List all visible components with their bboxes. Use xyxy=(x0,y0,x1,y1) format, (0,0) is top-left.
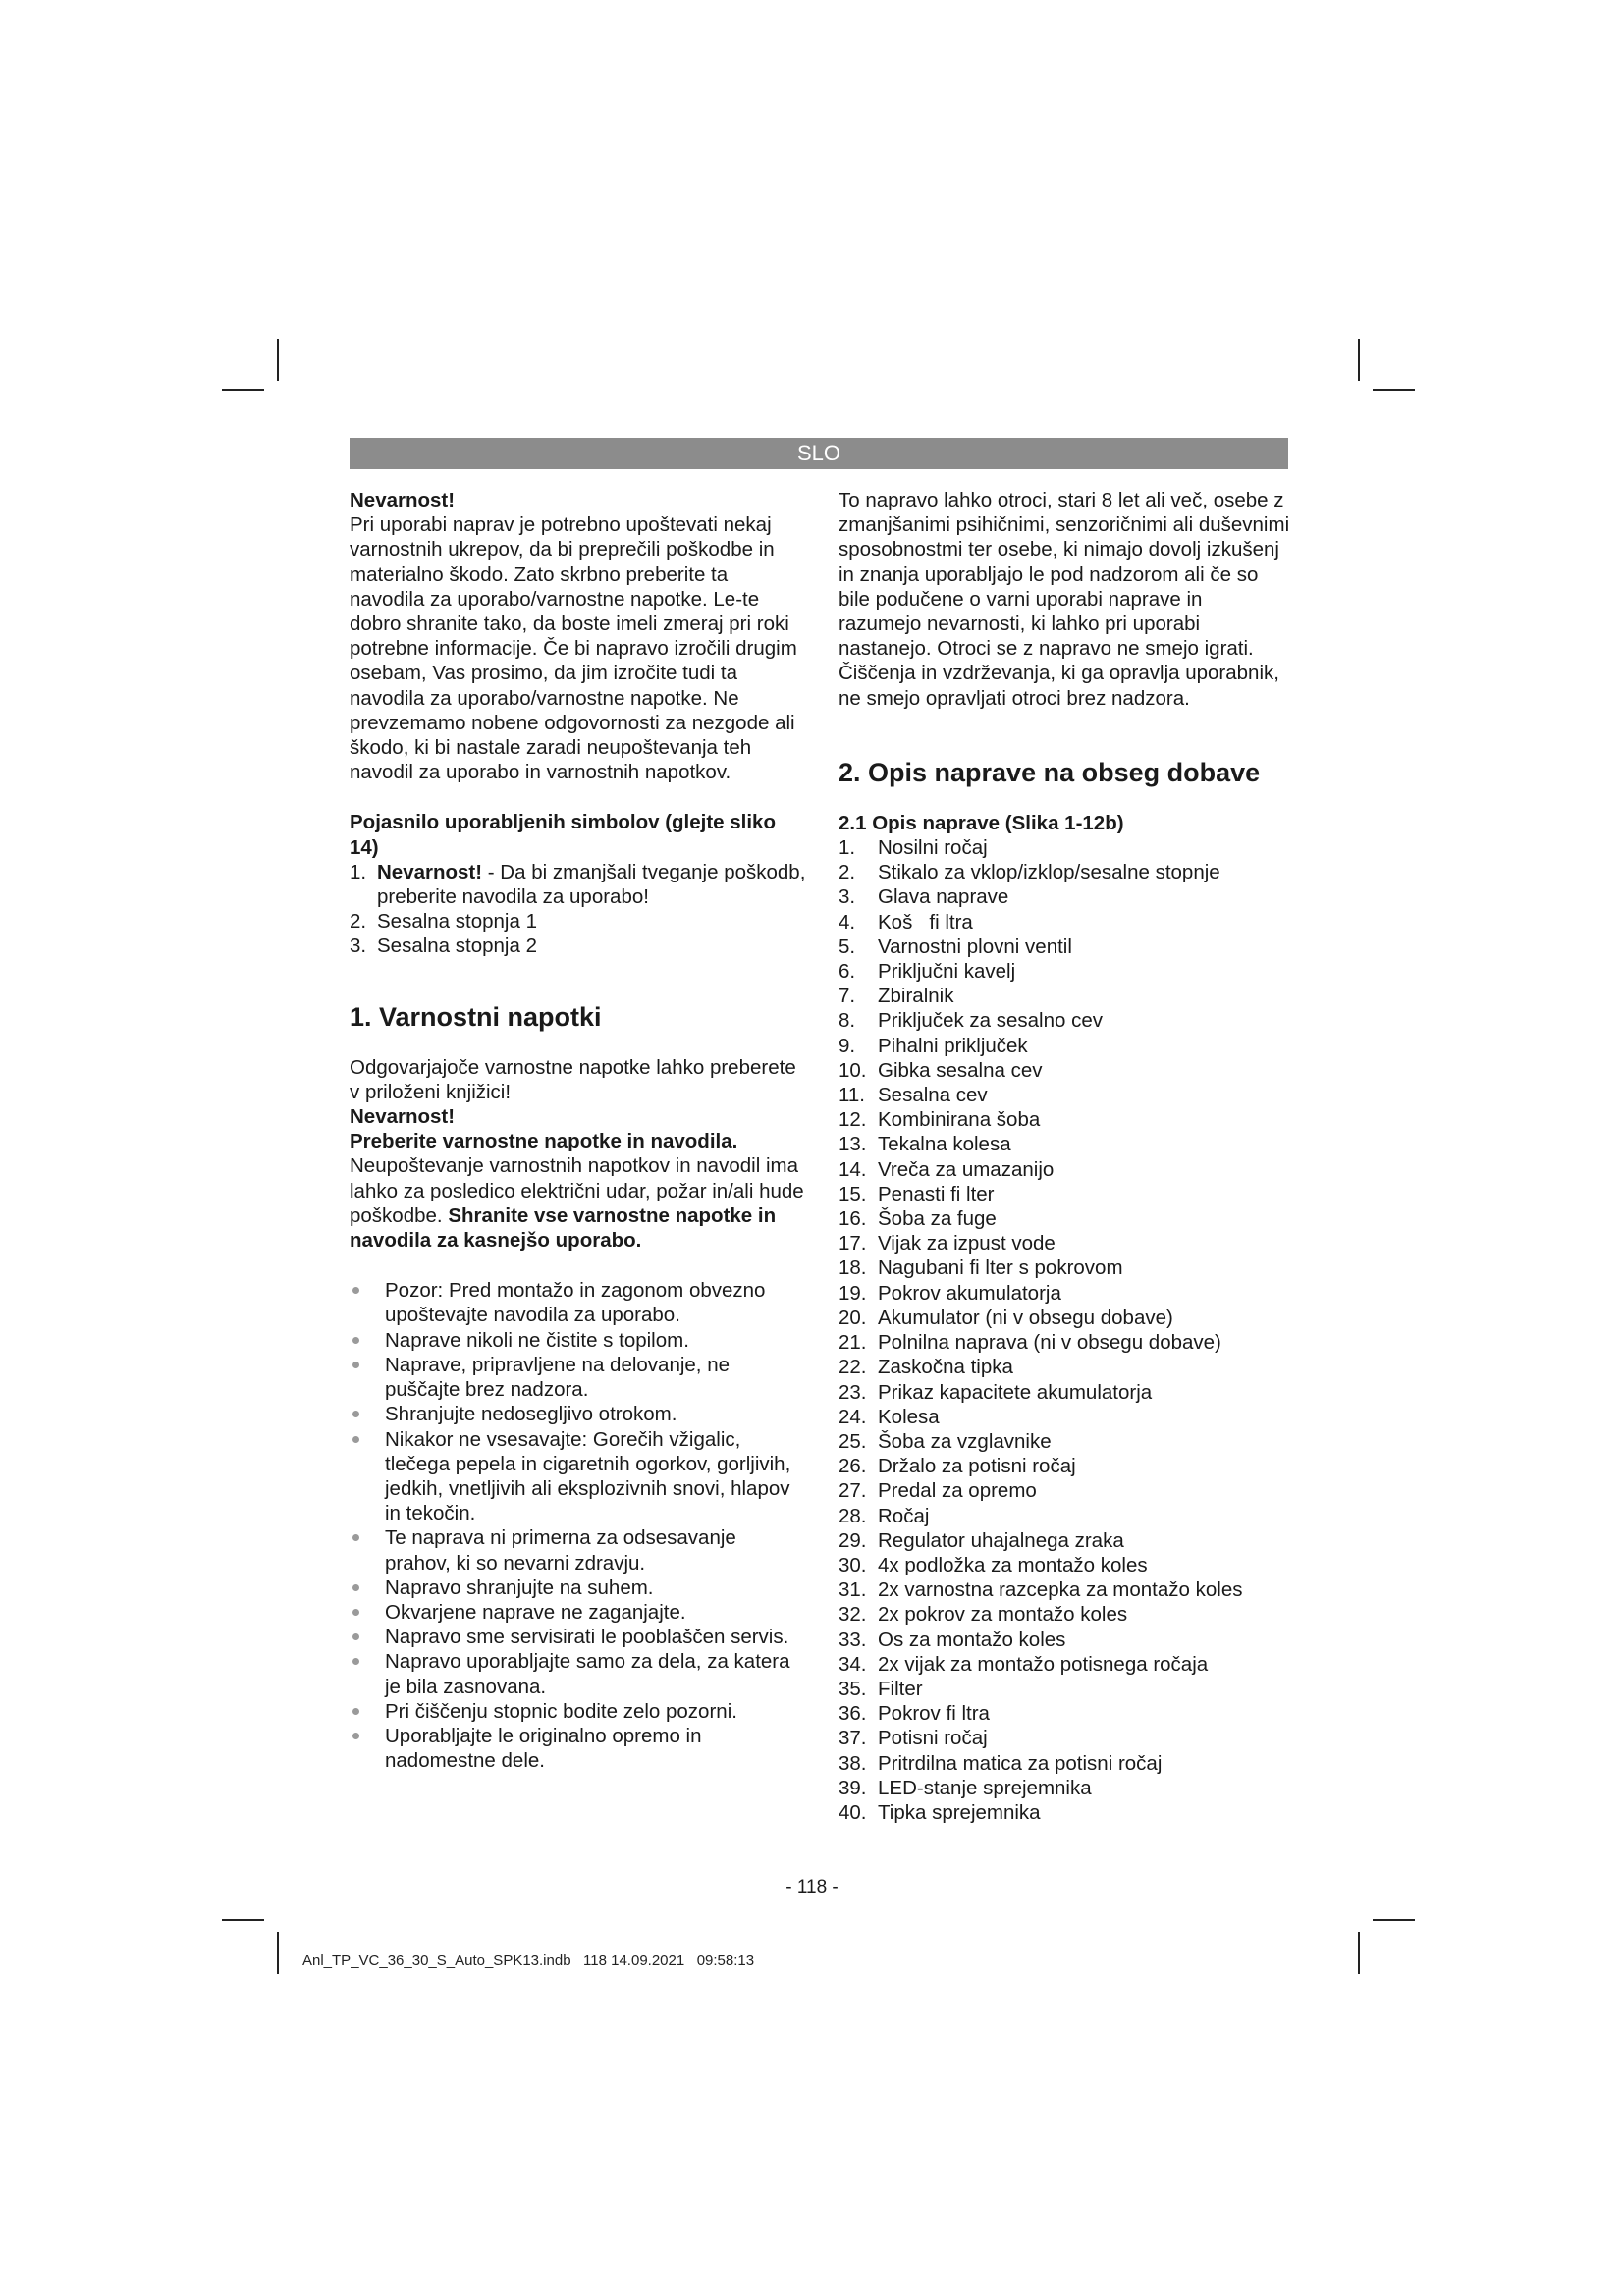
part-list-item xyxy=(839,934,1290,959)
part-list-item xyxy=(839,1206,1290,1231)
part-number: 36. xyxy=(839,1702,867,1726)
part-number: 31. xyxy=(839,1578,867,1602)
part-label: Zbiralnik xyxy=(878,985,954,1008)
part-list-item xyxy=(839,1380,1290,1405)
danger-paragraph: Pri uporabi naprav je potrebno upoštevati nekaj varnostnih ukrepov, da bi preprečili poškodbe in materialno škodo. Zato skrbno preberite ta navodila za uporabo/varnostne napotke. Le-te dobro shranite tako, da boste imeli zmeraj pri roki potrebne informacije. Če bi napravo izročili drugim osebam, Vas prosimo, da jim izročite tudi ta navodila za uporabo/varnostne napotke. Ne prevzemamo nobene odgovornosti za nezgode ali škodo, ki bi nastale zaradi neupoštevanja teh navodil za uporabo in varnostnih napotkov. xyxy=(350,513,797,784)
part-number: 6. xyxy=(839,960,856,984)
part-number: 8. xyxy=(839,1009,856,1033)
part-label: Šoba za vzglavnike xyxy=(878,1429,1052,1453)
part-list-item xyxy=(839,1504,1290,1528)
bullet-dot-icon xyxy=(352,1584,359,1591)
bullet-text: Okvarjene naprave ne zaganjajte. xyxy=(385,1600,686,1624)
part-label: Kolesa xyxy=(878,1405,940,1428)
part-list-item xyxy=(839,1528,1290,1553)
part-label: Pihalni priključek xyxy=(878,1034,1028,1057)
bullet-text: Nikakor ne vsesavajte: Gorečih vžigalic, tlečega pepela in cigaretnih ogorkov, gorljivih, jedkih, vnetljivih ali eksplozivnih snovi, hlapov in tekočin. xyxy=(385,1427,791,1525)
part-label: Gibka sesalna cev xyxy=(878,1058,1043,1082)
part-label: Os za montažo koles xyxy=(878,1628,1066,1651)
part-number: 35. xyxy=(839,1677,867,1700)
part-label: Ročaj xyxy=(878,1504,930,1527)
section1-keep-text: Shranite vse varnostne napotke in navodila za kasnejšo uporabo. xyxy=(350,1203,777,1253)
part-label: Kombinirana šoba xyxy=(878,1108,1041,1132)
bullet-item xyxy=(350,1427,807,1526)
bullet-text: Napravo sme servisirati le pooblaščen servis. xyxy=(385,1626,789,1649)
part-label: Predal za opremo xyxy=(878,1479,1037,1503)
part-list-item xyxy=(839,1577,1290,1602)
part-list-item xyxy=(839,1132,1290,1156)
part-label: Sesalna cev xyxy=(878,1084,988,1107)
section1-intro: Odgovarjajoče varnostne napotke lahko preberete v priloženi knjižici! xyxy=(350,1055,796,1103)
crop-mark-top-right-vertical xyxy=(1358,339,1360,381)
part-label: Stikalo za vklop/izklop/sesalne stopnje xyxy=(878,861,1220,884)
part-list-item xyxy=(839,1058,1290,1083)
bullet-dot-icon xyxy=(352,1287,359,1294)
bullet-item xyxy=(350,1525,807,1575)
section2-heading: 2. Opis naprave na obseg dobave xyxy=(839,757,1261,787)
part-number: 22. xyxy=(839,1356,867,1379)
part-number: 19. xyxy=(839,1281,867,1305)
crop-mark-top-right-horizontal xyxy=(1373,389,1415,391)
part-list-item xyxy=(839,1800,1290,1825)
part-label: 2x vijak za montažo potisnega ročaja xyxy=(878,1652,1209,1676)
part-number: 7. xyxy=(839,985,856,1008)
part-number: 25. xyxy=(839,1429,867,1453)
part-label: Pokrov fi ltra xyxy=(878,1702,990,1726)
part-number: 1. xyxy=(839,836,856,860)
subsection-heading: 2.1 Opis naprave (Slika 1-12b) xyxy=(839,811,1124,834)
bullet-text: Uporabljajte le originalno opremo in nadomestne dele. xyxy=(385,1724,702,1773)
bullet-item xyxy=(350,1328,807,1353)
bullet-item xyxy=(350,1625,807,1649)
part-label: Polnilna naprava (ni v obsegu dobave) xyxy=(878,1331,1221,1355)
part-list-item xyxy=(839,959,1290,984)
part-number: 33. xyxy=(839,1628,867,1651)
list-number: 1. xyxy=(350,860,367,883)
bullet-dot-icon xyxy=(352,1708,359,1715)
bullet-item xyxy=(350,1402,807,1426)
bullet-item xyxy=(350,1575,807,1600)
part-label: Filter xyxy=(878,1677,923,1700)
crop-mark-top-left-horizontal xyxy=(222,389,264,391)
part-list-item xyxy=(839,1083,1290,1107)
bullet-item xyxy=(350,1699,807,1724)
symbols-list xyxy=(350,860,807,959)
list-number: 3. xyxy=(350,934,367,958)
part-number: 37. xyxy=(839,1727,867,1750)
part-number: 15. xyxy=(839,1182,867,1205)
part-number: 5. xyxy=(839,934,856,958)
section1-read-instructions: Preberite varnostne napotke in navodila. xyxy=(350,1130,738,1153)
part-number: 39. xyxy=(839,1776,867,1799)
part-list-item xyxy=(839,1034,1290,1058)
crop-mark-bottom-right-vertical xyxy=(1358,1932,1360,1974)
bullet-text: Shranjujte nedosegljivo otrokom. xyxy=(385,1403,677,1426)
part-number: 29. xyxy=(839,1528,867,1552)
bullet-text: Pri čiščenju stopnic bodite zelo pozorni. xyxy=(385,1699,737,1723)
part-number: 9. xyxy=(839,1034,856,1057)
part-label: Regulator uhajalnega zraka xyxy=(878,1528,1124,1552)
section1-paragraph xyxy=(350,1153,807,1253)
part-label: Šoba za fuge xyxy=(878,1207,997,1231)
part-list-item xyxy=(839,1231,1290,1255)
part-number: 2. xyxy=(839,861,856,884)
part-list-item xyxy=(839,1008,1290,1033)
bullet-item xyxy=(350,1600,807,1625)
bullet-dot-icon xyxy=(352,1633,359,1640)
bullet-text: Napravo uporabljajte samo za dela, za katera je bila zasnovana. xyxy=(385,1650,790,1698)
part-number: 10. xyxy=(839,1058,867,1082)
part-list-item xyxy=(839,1751,1290,1776)
part-list-item xyxy=(839,1355,1290,1379)
list-number: 2. xyxy=(350,910,367,934)
children-paragraph: To napravo lahko otroci, stari 8 let ali več, osebe z zmanjšanimi psihičnimi, senzoričnimi ali duševnimi sposobnostmi ter osebe, ki nimajo dovolj izkušenj in znanja uporabljajo le pod nadzorom ali če so bile podučene o varni uporabi naprave in razumejo nevarnosti, ki lahko pri uporabi nastanejo. Otroci se z napravo ne smejo igrati. Čiščenja in vzdrževanja, ki ga opravlja uporabnik, ne smejo opravljati otroci brez nadzora. xyxy=(839,489,1290,710)
part-number: 28. xyxy=(839,1504,867,1527)
section1-text: Neupoštevanje varnostnih napotkov in navodil ima lahko za posledico električni udar, požar in/ali hude poškodbe. xyxy=(350,1154,804,1227)
part-label: Nagubani fi lter s pokrovom xyxy=(878,1256,1123,1280)
part-list-item xyxy=(839,1429,1290,1454)
part-label: Koš fi ltra xyxy=(878,910,973,934)
part-list-item xyxy=(839,910,1290,934)
part-number: 17. xyxy=(839,1232,867,1255)
part-number: 11. xyxy=(839,1084,865,1107)
part-list-item xyxy=(839,1454,1290,1478)
crop-mark-bottom-left-horizontal xyxy=(222,1919,264,1921)
part-list-item xyxy=(839,1255,1290,1280)
bullet-item xyxy=(350,1353,807,1402)
part-label: Priključek za sesalno cev xyxy=(878,1009,1104,1033)
part-label: 2x varnostna razcepka za montažo koles xyxy=(878,1578,1243,1602)
part-number: 24. xyxy=(839,1405,867,1428)
section1-heading: 1. Varnostni napotki xyxy=(350,1001,602,1032)
part-number: 21. xyxy=(839,1331,867,1355)
part-label: Glava naprave xyxy=(878,885,1009,909)
part-label: Akumulator (ni v obsegu dobave) xyxy=(878,1306,1173,1329)
part-label: Prikaz kapacitete akumulatorja xyxy=(878,1380,1153,1404)
part-list-item xyxy=(839,835,1290,860)
bullet-dot-icon xyxy=(352,1658,359,1665)
part-list-item xyxy=(839,884,1290,909)
part-number: 13. xyxy=(839,1133,867,1156)
bullet-text: Te naprava ni primerna za odsesavanje prahov, ki so nevarni zdravju. xyxy=(385,1526,736,1575)
part-number: 34. xyxy=(839,1652,867,1676)
bullet-item xyxy=(350,1649,807,1698)
symbols-heading: Pojasnilo uporabljenih simbolov (glejte sliko 14) xyxy=(350,811,776,859)
part-label: Potisni ročaj xyxy=(878,1727,988,1750)
bullet-dot-icon xyxy=(352,1337,359,1344)
part-number: 4. xyxy=(839,910,856,934)
bullet-dot-icon xyxy=(352,1733,359,1739)
part-label: Pritrdilna matica za potisni ročaj xyxy=(878,1751,1163,1775)
bullet-dot-icon xyxy=(352,1609,359,1616)
crop-mark-top-left-vertical xyxy=(277,339,279,381)
part-number: 3. xyxy=(839,885,856,909)
part-number: 40. xyxy=(839,1800,867,1824)
language-header-bar: SLO xyxy=(350,438,1288,469)
part-label: Držalo za potisni ročaj xyxy=(878,1455,1076,1478)
danger-heading: Nevarnost! xyxy=(350,489,456,511)
bullet-dot-icon xyxy=(352,1411,359,1417)
part-list-item xyxy=(839,1628,1290,1652)
left-column xyxy=(350,488,807,1773)
part-label: Vijak za izpust vode xyxy=(878,1232,1056,1255)
part-label: Tekalna kolesa xyxy=(878,1133,1011,1156)
bullet-item xyxy=(350,1278,807,1327)
symbol-text: Sesalna stopnja 2 xyxy=(377,934,537,958)
part-list-item xyxy=(839,860,1290,884)
part-list-item xyxy=(839,1107,1290,1132)
part-number: 30. xyxy=(839,1553,867,1576)
part-label: Varnostni plovni ventil xyxy=(878,934,1072,958)
bullet-text: Naprave, pripravljene na delovanje, ne puščajte brez nadzora. xyxy=(385,1353,731,1402)
symbol-text: Sesalna stopnja 1 xyxy=(377,910,537,934)
part-number: 23. xyxy=(839,1380,867,1404)
bullet-dot-icon xyxy=(352,1534,359,1541)
part-list-item xyxy=(839,1701,1290,1726)
bullet-dot-icon xyxy=(352,1362,359,1368)
bullet-dot-icon xyxy=(352,1436,359,1443)
symbol-item xyxy=(350,934,807,958)
page-number: - 118 - xyxy=(785,1877,839,1897)
part-number: 12. xyxy=(839,1108,867,1132)
crop-mark-bottom-right-horizontal xyxy=(1373,1919,1415,1921)
part-number: 14. xyxy=(839,1157,867,1181)
part-list-item xyxy=(839,1553,1290,1577)
symbol-bold-text: Nevarnost! xyxy=(377,860,483,883)
part-list-item xyxy=(839,1602,1290,1627)
symbol-plain-text: - Da bi zmanjšali tveganje poškodb, preberite navodila za uporabo! xyxy=(377,860,806,909)
part-label: Nosilni ročaj xyxy=(878,836,988,860)
part-list-item xyxy=(839,1776,1290,1800)
section1-danger: Nevarnost! xyxy=(350,1105,456,1129)
part-label: Priključni kavelj xyxy=(878,960,1016,984)
parts-list xyxy=(839,835,1290,1825)
bullet-text: Pozor: Pred montažo in zagonom obvezno upoštevajte navodila za uporabo. xyxy=(385,1279,766,1327)
part-number: 26. xyxy=(839,1455,867,1478)
crop-mark-bottom-left-vertical xyxy=(277,1932,279,1974)
right-column xyxy=(839,488,1290,1825)
part-list-item xyxy=(839,1405,1290,1429)
part-label: Penasti fi lter xyxy=(878,1182,995,1205)
part-label: 2x pokrov za montažo koles xyxy=(878,1603,1128,1627)
safety-bullet-list xyxy=(350,1278,807,1773)
bullet-item xyxy=(350,1724,807,1773)
part-list-item xyxy=(839,1478,1290,1503)
part-list-item xyxy=(839,1677,1290,1701)
part-label: Vreča za umazanijo xyxy=(878,1157,1055,1181)
part-label: LED-stanje sprejemnika xyxy=(878,1776,1092,1799)
part-list-item xyxy=(839,984,1290,1008)
part-label: 4x podložka za montažo koles xyxy=(878,1553,1148,1576)
part-number: 18. xyxy=(839,1256,867,1280)
part-number: 32. xyxy=(839,1603,867,1627)
symbol-text xyxy=(377,860,807,909)
part-list-item xyxy=(839,1652,1290,1677)
part-label: Tipka sprejemnika xyxy=(878,1800,1041,1824)
part-number: 20. xyxy=(839,1306,867,1329)
part-list-item xyxy=(839,1306,1290,1330)
part-list-item xyxy=(839,1157,1290,1182)
bullet-text: Napravo shranjujte na suhem. xyxy=(385,1575,654,1599)
part-number: 16. xyxy=(839,1207,867,1231)
part-number: 27. xyxy=(839,1479,867,1503)
symbol-item xyxy=(350,909,807,934)
part-label: Zaskočna tipka xyxy=(878,1356,1013,1379)
bullet-text: Naprave nikoli ne čistite s topilom. xyxy=(385,1328,689,1352)
print-footer: Anl_TP_VC_36_30_S_Auto_SPK13.indb 118 14.09.2021 09:58:13 xyxy=(302,1952,755,1969)
part-label: Pokrov akumulatorja xyxy=(878,1281,1061,1305)
part-number: 38. xyxy=(839,1751,867,1775)
part-list-item xyxy=(839,1182,1290,1206)
part-list-item xyxy=(839,1726,1290,1750)
symbol-item xyxy=(350,860,807,909)
part-list-item xyxy=(839,1330,1290,1355)
part-list-item xyxy=(839,1281,1290,1306)
